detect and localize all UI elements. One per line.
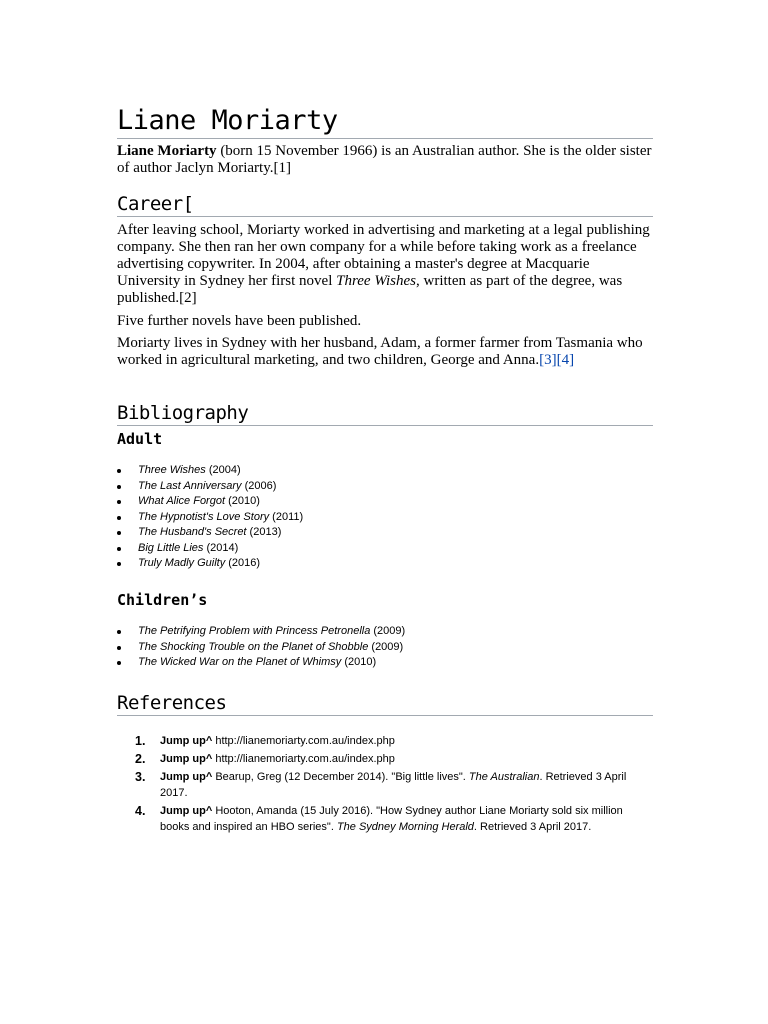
list-item bbox=[117, 525, 653, 541]
book-title: The Petrifying Problem with Princess Petronella bbox=[138, 625, 371, 637]
intro-text: (born 15 November 1966) is an Australian author. She is the older sister of author Jaclyn Moriarty.[1] bbox=[117, 143, 652, 176]
book-year: (2014) bbox=[203, 541, 239, 554]
list-item bbox=[117, 510, 653, 526]
reference-number: 4. bbox=[135, 804, 146, 818]
book-title: The Shocking Trouble on the Planet of Shobble bbox=[138, 640, 369, 653]
reference-text: Hooton, Amanda (15 July 2016). "How Sydney author Liane Moriarty sold six million books and inspired an HBO series". bbox=[160, 805, 623, 833]
page-title: Liane Moriarty bbox=[117, 104, 653, 139]
bullet-icon bbox=[117, 646, 121, 650]
adult-heading: Adult bbox=[117, 430, 163, 448]
list-item bbox=[117, 541, 653, 557]
book-title: Truly Madly Guilty bbox=[138, 557, 226, 569]
career-paragraph-3 bbox=[117, 335, 653, 369]
adult-book-list bbox=[117, 463, 653, 572]
list-item bbox=[117, 640, 653, 656]
list-item bbox=[117, 463, 653, 479]
career-heading: Career[ bbox=[117, 192, 653, 217]
reference-item bbox=[117, 751, 653, 767]
intro-name: Liane Moriarty bbox=[117, 143, 217, 159]
bullet-icon bbox=[117, 485, 121, 489]
book-title: Big Little Lies bbox=[138, 541, 204, 554]
references-list bbox=[117, 733, 653, 837]
bullet-icon bbox=[117, 562, 121, 566]
book-year: (2009) bbox=[370, 625, 406, 637]
reference-publication: The Australian bbox=[468, 771, 540, 783]
book-year: (2013) bbox=[246, 526, 282, 538]
career-paragraph-1 bbox=[117, 222, 653, 307]
book-title: The Wicked War on the Planet of Whimsy bbox=[138, 656, 342, 668]
book-title: What Alice Forgot bbox=[138, 495, 226, 507]
book-year: (2011) bbox=[269, 510, 304, 523]
children-book-list bbox=[117, 624, 653, 671]
children-heading: Children’s bbox=[117, 591, 208, 609]
citation-link-4[interactable]: [4] bbox=[556, 352, 575, 368]
reference-retrieved: . Retrieved 3 April 2017. bbox=[473, 821, 592, 833]
career-text-c: Moriarty lives in Sydney with her husband, Adam, a former farmer from Tasmania who worked in agricultural marketing, and two children, George and Anna. bbox=[117, 335, 643, 368]
bullet-icon bbox=[117, 531, 121, 535]
career-text-b: , written as part of the degree, was published.[2] bbox=[117, 273, 623, 306]
bullet-icon bbox=[117, 661, 121, 665]
reference-text: http://lianemoriarty.com.au/index.php bbox=[212, 735, 395, 747]
career-text-a: After leaving school, Moriarty worked in advertising and marketing at a legal publishing company. She then ran her own company for a while before taking work as a freelance advertising copywriter. In 2004, after obtaining a master's degree at Macquarie University in Sydney her first novel bbox=[117, 222, 650, 289]
bullet-icon bbox=[117, 547, 121, 551]
reference-number: 2. bbox=[135, 752, 146, 766]
jump-up-link[interactable]: Jump up^ bbox=[160, 805, 213, 817]
book-year: (2016) bbox=[225, 557, 261, 569]
book-year: (2004) bbox=[205, 464, 241, 476]
list-item bbox=[117, 479, 653, 495]
bullet-icon bbox=[117, 469, 121, 473]
bullet-icon bbox=[117, 500, 121, 504]
reference-text: Bearup, Greg (12 December 2014). "Big little lives". bbox=[212, 771, 469, 783]
bibliography-heading: Bibliography bbox=[117, 401, 653, 426]
reference-item bbox=[117, 733, 653, 749]
list-item bbox=[117, 624, 653, 640]
jump-up-link[interactable]: Jump up^ bbox=[160, 753, 213, 765]
intro-paragraph bbox=[117, 143, 653, 177]
jump-up-link[interactable]: Jump up^ bbox=[160, 771, 213, 783]
reference-publication: The Sydney Morning Herald bbox=[336, 821, 474, 833]
references-heading: References bbox=[117, 691, 653, 716]
reference-item bbox=[117, 803, 653, 835]
reference-text: http://lianemoriarty.com.au/index.php bbox=[212, 753, 395, 765]
book-year: (2010) bbox=[225, 495, 260, 507]
list-item bbox=[117, 655, 653, 671]
reference-retrieved: . Retrieved 3 April 2017. bbox=[160, 771, 627, 799]
career-novel-title: Three Wishes bbox=[336, 273, 416, 289]
book-year: (2010) bbox=[341, 656, 377, 668]
book-title: Three Wishes bbox=[138, 464, 206, 476]
citation-link-3[interactable]: [3] bbox=[539, 352, 557, 368]
list-item bbox=[117, 556, 653, 572]
bullet-icon bbox=[117, 630, 121, 634]
bullet-icon bbox=[117, 516, 121, 520]
reference-item bbox=[117, 769, 653, 801]
list-item bbox=[117, 494, 653, 510]
career-paragraph-2: Five further novels have been published. bbox=[117, 313, 362, 329]
reference-number: 3. bbox=[135, 770, 146, 784]
book-year: (2009) bbox=[368, 640, 404, 653]
book-title: The Husband's Secret bbox=[138, 526, 247, 538]
book-title: The Last Anniversary bbox=[138, 479, 242, 492]
book-year: (2006) bbox=[241, 479, 277, 492]
jump-up-link[interactable]: Jump up^ bbox=[160, 735, 213, 747]
reference-number: 1. bbox=[135, 734, 146, 748]
book-title: The Hypnotist's Love Story bbox=[138, 510, 270, 523]
